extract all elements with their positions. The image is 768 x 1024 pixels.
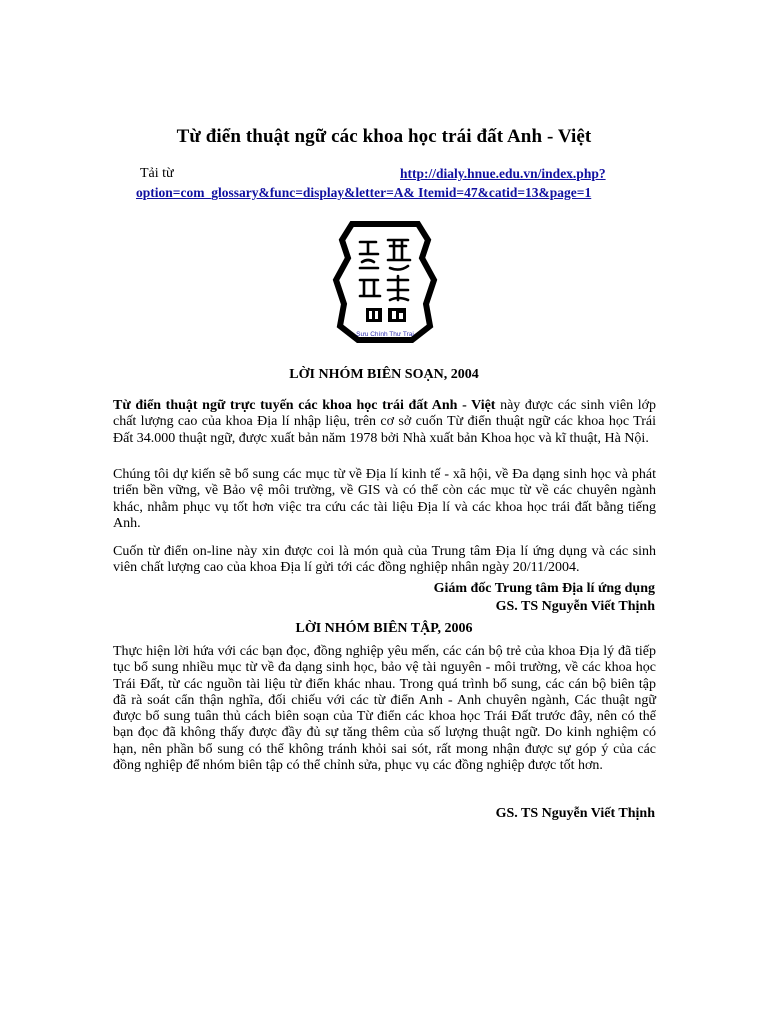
source-link-line1[interactable]: http://dialy.hnue.edu.vn/index.php? — [400, 166, 606, 181]
section2-heading: LỜI NHÓM BIÊN TẬP, 2006 — [295, 621, 473, 636]
section2-paragraph-1: Thực hiện lời hứa với các bạn đọc, đồng nghiệp yêu mến, các cán bộ trẻ của khoa Địa lý đã tiếp tục bổ sung nhiều mục từ về đa dạng sinh học, bảo vệ tài nguyên - môi trường, về các khoa học Trái Đất, từ các nguồn tài liệu từ điển khác nhau. Trong quá trình bổ sung, các cán bộ biên tập đã rà soát cẩn thận nghĩa, đối chiếu với các từ điển Anh - Anh chuyên ngành, Các thuật ngữ được bổ sung tuân thủ cách biên soạn của Từ điển các khoa học Trái Đất trước đây, nên có thể bạn đọc đã không thấy được đầy đủ sự tăng thêm của số lượng thuật ngữ. Do kinh nghiệm có hạn, nên phần bổ sung có thể không tránh khỏi sai sót, rất mong nhận được sự góp ý của các đồng nghiệp để nhóm biên tập có thể chỉnh sửa, phục vụ các đồng nghiệp được tốt hơn. — [113, 644, 656, 774]
section1-paragraph-1 — [113, 398, 656, 447]
section1-heading: LỜI NHÓM BIÊN SOẠN, 2004 — [289, 367, 479, 382]
section1-signature — [434, 580, 655, 616]
seal-caption: Sưu Chính Thư Trai — [356, 331, 414, 338]
section1-paragraph-3: Cuốn từ điển on-line này xin được coi là món quà của Trung tâm Địa lí ứng dụng và các sinh viên chất lượng cao của khoa Địa lí gửi tới các đồng nghiệp nhân ngày 20/11/2004. — [113, 544, 656, 576]
signature-name: GS. TS Nguyễn Viết Thịnh — [495, 599, 655, 614]
signature-title: Giám đốc Trung tâm Địa lí ứng dụng — [433, 581, 655, 596]
dictionary-name: Từ điển thuật ngữ trực tuyến các khoa học trái đất Anh - Việt — [113, 398, 496, 413]
section1-paragraph-1-text: này được các sinh viên lớp chất lượng cao của khoa Địa lí nhập liệu, trên cơ sở cuốn Từ điển thuật ngữ các khoa học Trái Đất 34.000 thuật ngữ, được xuất bản năm 1978 bởi Nhà xuất bản Khoa học và kĩ thuật, Hà Nội. — [113, 398, 656, 446]
source-link-line2[interactable]: option=com_glossary&func=display&letter=A& Itemid=47&catid=13&page=1 — [136, 185, 592, 200]
section1-paragraph-2: Chúng tôi dự kiến sẽ bổ sung các mục từ về Địa lí kinh tế - xã hội, về Đa dạng sinh học và phát triển bền vững, về Bảo vệ môi trường, về GIS và có thể còn các mục từ về các chuyên ngành khác, nhằm phục vụ tốt hơn việc tra cứu các tài liệu Địa lí và các khoa học trái đất bằng tiếng Anh. — [113, 467, 656, 531]
seal-logo — [330, 218, 440, 346]
page-title: Từ điển thuật ngữ các khoa học trái đất Anh - Việt — [176, 126, 592, 147]
source-label: Tải từ — [140, 166, 174, 181]
section2-signature: GS. TS Nguyễn Viết Thịnh — [495, 806, 655, 821]
